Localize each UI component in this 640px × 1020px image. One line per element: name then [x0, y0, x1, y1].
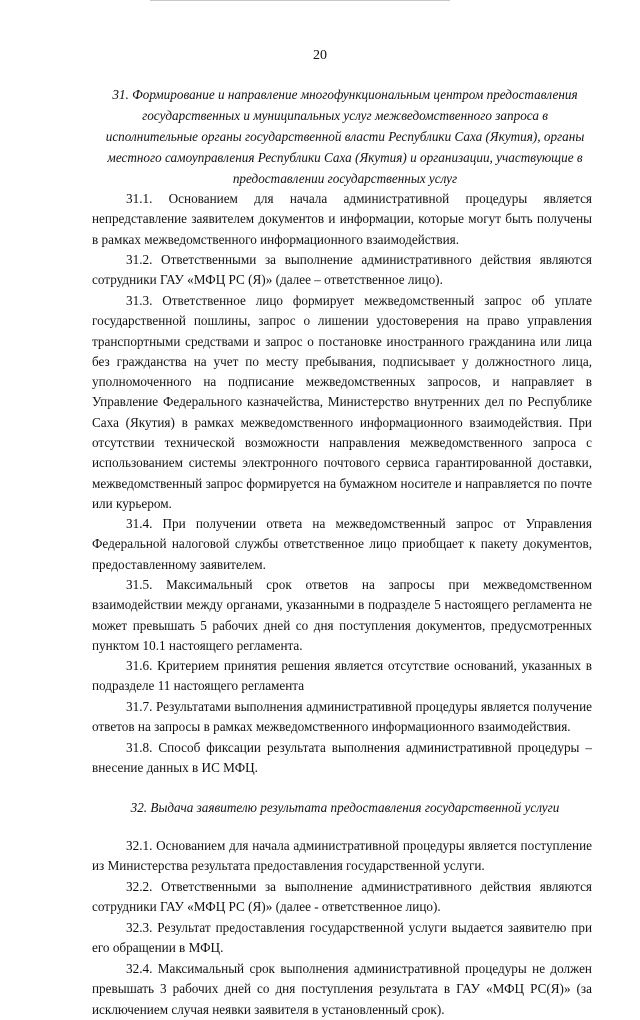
paragraph-31-5: 31.5. Максимальный срок ответов на запросы при межведомственном взаимодействии между органами, указанными в подразделе 5 настоящего регламента не может превышать 5 рабочих дней со дня поступления документов, предусмотренных пунктом 10.1 настоящего регламента. [92, 577, 592, 653]
paragraph-32-1: 32.1. Основанием для начала административной процедуры является поступление из Министерства результата предоставления государственной услуги. [92, 838, 592, 874]
paragraph-31-4: 31.4. При получении ответа на межведомственный запрос от Управления Федеральной налоговой службы ответственное лицо приобщает к пакету документов, предоставленному заявителем. [92, 516, 592, 572]
paragraph-32-3: 32.3. Результат предоставления государственной услуги выдается заявителю при его обращении в МФЦ. [92, 920, 592, 956]
paragraph-31-7: 31.7. Результатами выполнения административной процедуры является получение ответов на запросы в рамках межведомственного информационного взаимодействия. [92, 699, 592, 735]
paragraph-31-2: 31.2. Ответственными за выполнение административного действия являются сотрудники ГАУ «МФЦ РС (Я)» (далее – ответственное лицо). [92, 252, 592, 288]
paragraph-32-4: 32.4. Максимальный срок выполнения административной процедуры не должен превышать 3 рабочих дней со дня поступления результата в ГАУ «МФЦ РС(Я)» (за исключением случая неявки заявителя в установленный срок). [92, 961, 592, 1017]
section-32-title: 32. Выдача заявителю результата предоставления государственной услуги [130, 800, 560, 815]
paragraph-31-6: 31.6. Критерием принятия решения является отсутствие оснований, указанных в подразделе 11 настоящего регламента [92, 658, 592, 694]
paragraph-32-2: 32.2. Ответственными за выполнение административного действия являются сотрудники ГАУ «МФЦ РС (Я)» (далее - ответственное лицо). [92, 879, 592, 915]
section-31-title: 31. Формирование и направление многофункциональным центром предоставления государственных и муниципальных услуг межведомственного запроса в исполнительные органы государственной власти Республики Саха (Якутия), органы местного самоуправления Республики Саха (Якутия) и организации, участвующие в предоставлении государственных услуг [105, 87, 585, 186]
paragraph-31-3: 31.3. Ответственное лицо формирует межведомственный запрос об уплате государственной пошлины, запрос о лишении удостоверения на право управления транспортными средствами и запрос о постановке иностранного гражданина или лица без гражданства на учет по месту пребывания, подписывает у должностного лица, уполномоченного на подписание межведомственных запросов, и направляет в Управление Федерального казначейства, Министерство внутренних дел по Республике Саха (Якутия) в рамках межведомственного информационного взаимодействия. При отсутствии технической возможности направления межведомственного запроса с использованием системы электронного почтового сервиса гарантированной доставки, межведомственный запрос формируется на бумажном носителе и направляется по почте или курьером. [92, 293, 592, 511]
paragraph-31-8: 31.8. Способ фиксации результата выполнения административной процедуры – внесение данных в ИС МФЦ. [92, 740, 592, 776]
paragraph-31-1: 31.1. Основанием для начала административной процедуры является непредставление заявителем документов и информации, которые могут быть получены в рамках межведомственного информационного взаимодействия. [92, 191, 592, 247]
scan-edge-line [150, 0, 450, 5]
page-number: 20 [313, 48, 327, 63]
